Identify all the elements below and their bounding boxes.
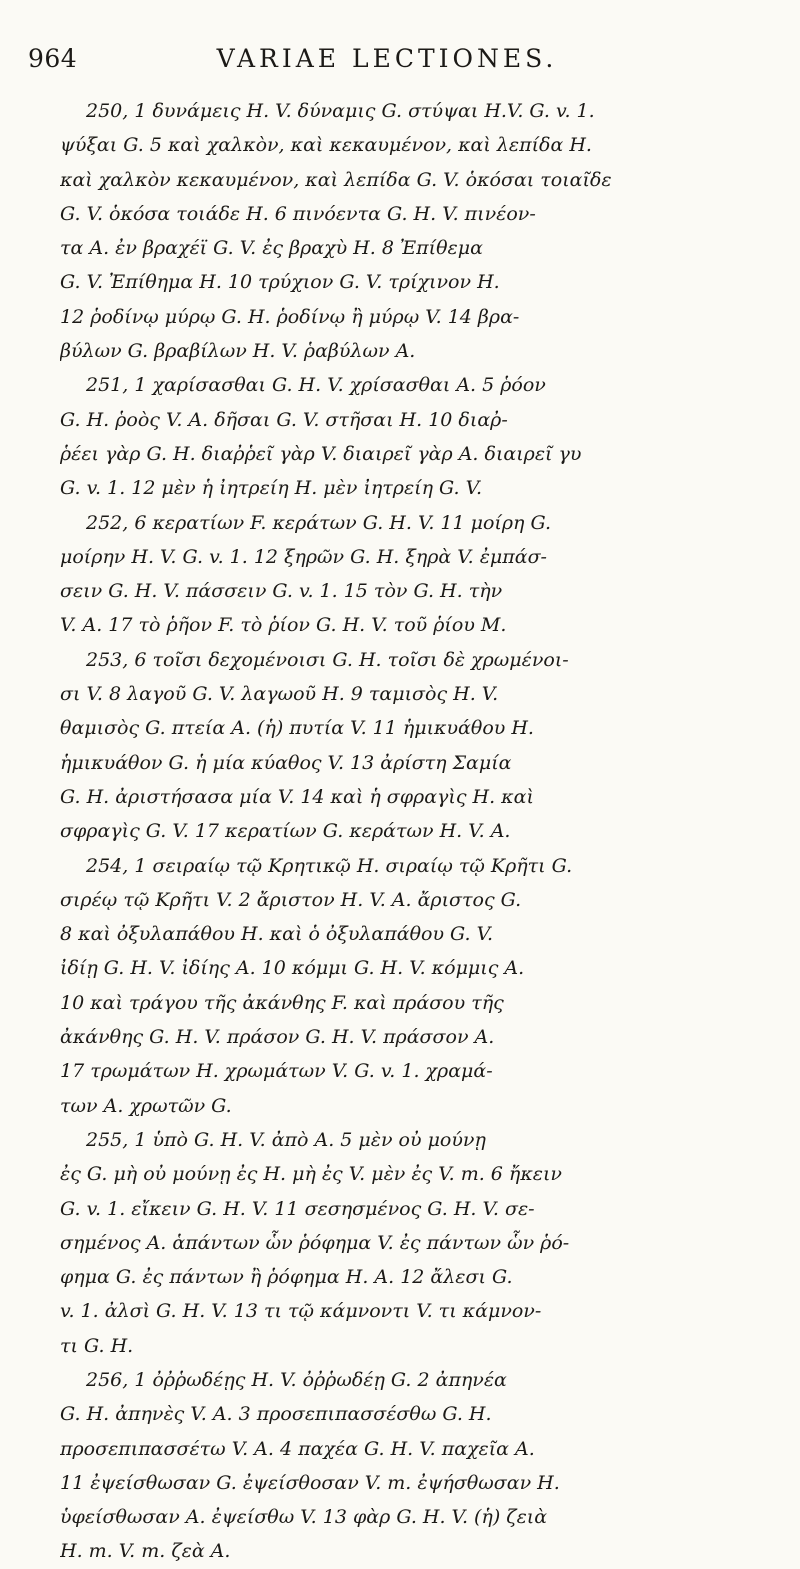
entry-line: ῥέει γὰρ G. H. διαῤῥεῖ γὰρ V. διαιρεῖ γὰρ A. διαιρεῖ γυ [60,442,582,465]
entry-line: τι G. H. [60,1334,134,1357]
entry-heading-line: 250, 1 δυνάμεις H. V. δύναμις G. στύψαι H.V. G. v. 1. [86,100,595,122]
entry-line: σι V. 8 λαγοῦ G. V. λαγωοῦ H. 9 ταμισὸς H. V. [60,683,499,706]
entry-line: σημένος A. ἁπάντων ὧν ῥόφημα V. ἐς πάντων ὧν ῥό- [60,1231,570,1254]
entry-heading-line: 252, 6 κερατίων F. κεράτων G. H. V. 11 μοίρη G. [86,511,552,534]
entry-line: καὶ χαλκὸν κεκαυμένον, καὶ λεπίδα G. V. ὁκόσαι τοιαῖδε [60,168,612,191]
entry-heading-line: 253, 6 τοῖσι δεχομένοισι G. H. τοῖσι δὲ χρωμένοι- [86,648,569,671]
entry-line: σφραγὶς G. V. 17 κερατίων G. κεράτων H. V. A. [60,820,511,843]
entry-line: ἡμικυάθον G. ἡ μία κύαθος V. 13 ἀρίστη Σαμία [60,751,512,774]
entry-line: G. H. ῥοὸς V. A. δῆσαι G. V. στῆσαι H. 10 διαῤ- [60,408,508,431]
entry-256 [60,1363,772,1569]
entry-line: προσεπιπασσέτω V. A. 4 παχέα G. H. V. παχεῖα A. [60,1437,535,1460]
entry-255 [60,1123,772,1363]
entry-line: G. H. ἀπηνὲς V. A. 3 προσεπιπασσέσθω G. H. [60,1403,492,1426]
variant-readings [60,94,772,1569]
running-title: VARIAE LECTIONES. [216,44,558,73]
entry-line: v. 1. ἀλσὶ G. H. V. 13 τι τῷ κάμνοντι V. τι κάμνον- [60,1300,542,1323]
entry-line: 17 τρωμάτων H. χρωμάτων V. G. v. 1. χραμά- [60,1060,493,1083]
entry-line: 11 ἐψείσθωσαν G. ἐψείσθοσαν V. m. ἐψήσθωσαν H. [60,1471,560,1494]
page-number: 964 [28,44,78,73]
entry-line: G. v. 1. εἴκειν G. H. V. 11 σεσησμένος G. H. V. σε- [60,1197,535,1220]
entry-252 [60,506,772,643]
entry-line: G. V. ὁκόσα τοιάδε H. 6 πινόεντα G. H. V. πινέον- [60,202,536,225]
entry-line: φημα G. ἐς πάντων ἢ ῥόφημα H. A. 12 ἄλεσι G. [60,1266,513,1289]
page-header [0,10,800,73]
entry-heading-line: 255, 1 ὑπὸ G. H. V. ἀπὸ A. 5 μὲν οὐ μούνῃ [86,1128,486,1151]
entry-253 [60,643,772,849]
entry-line: των A. χρωτῶν G. [60,1094,232,1117]
entry-line: βύλων G. βραβίλων H. V. ῥαβύλων A. [60,340,416,363]
entry-line: τα A. ἐν βραχέϊ G. V. ἐς βραχὺ H. 8 Ἐπίθεμα [60,237,483,260]
entry-line: G. v. 1. 12 μὲν ἡ ἰητρείη H. μὲν ἰητρείη G. V. [60,477,483,500]
entry-line: μοίρην H. V. G. v. 1. 12 ξηρῶν G. H. ξηρὰ V. ἐμπάσ- [60,545,547,568]
entry-251 [60,368,772,505]
entry-heading-line: 256, 1 ὀῤῥωδέῃς H. V. ὀῤῥωδέῃ G. 2 ἀπηνέα [86,1368,507,1391]
entry-heading-line: 251, 1 χαρίσασθαι G. H. V. χρίσασθαι A. 5 ῥόον [86,374,546,397]
entry-line: σιρέῳ τῷ Κρῆτι V. 2 ἄριστον H. V. A. ἄριστος G. [60,888,522,911]
entry-line: σειν G. H. V. πάσσειν G. v. 1. 15 τὸν G. H. τὴν [60,580,503,603]
entry-line: 8 καὶ ὀξυλαπάθου H. καὶ ὁ ὀξυλαπάθου G. V. [60,923,494,946]
entry-line: G. H. ἀριστήσασα μία V. 14 καὶ ἡ σφραγὶς H. καὶ [60,785,534,808]
entry-line: H. m. V. m. ζεὰ A. [60,1540,231,1563]
entry-line: G. V. Ἐπίθημα H. 10 τρύχιον G. V. τρίχινον H. [60,271,500,294]
entry-line: ὑφείσθωσαν A. ἐψείσθω V. 13 φὰρ G. H. V. (ἡ) ζειὰ [60,1506,548,1529]
entry-line: ἀκάνθης G. H. V. πράσον G. H. V. πράσσον A. [60,1026,495,1049]
entry-line: ἰδίῃ G. H. V. ἰδίης A. 10 κόμμι G. H. V. κόμμις A. [60,957,525,980]
entry-line: θαμισὸς G. πτεία A. (ἡ) πυτία V. 11 ἡμικυάθου H. [60,717,534,740]
entry-line: V. A. 17 τὸ ῥῆον F. τὸ ῥίον G. H. V. τοῦ ῥίου M. [60,614,507,637]
entry-254 [60,849,772,1123]
entry-line: 12 ῥοδίνῳ μύρῳ G. H. ῥοδίνῳ ἢ μύρῳ V. 14 βρα- [60,305,520,328]
entry-line: 10 καὶ τράγου τῆς ἀκάνθης F. καὶ πράσου τῆς [60,991,504,1014]
entry-heading-line: 254, 1 σειραίῳ τῷ Κρητικῷ H. σιραίῳ τῷ Κρῆτι G. [86,854,573,877]
entry-line: ψύξαι G. 5 καὶ χαλκὸν, καὶ κεκαυμένον, καὶ λεπίδα H. [60,134,592,157]
entry-line: ἐς G. μὴ οὐ μούνῃ ἐς H. μὴ ἐς V. μὲν ἐς V. m. 6 ἤκειν [60,1163,562,1186]
entry-250 [60,94,772,368]
